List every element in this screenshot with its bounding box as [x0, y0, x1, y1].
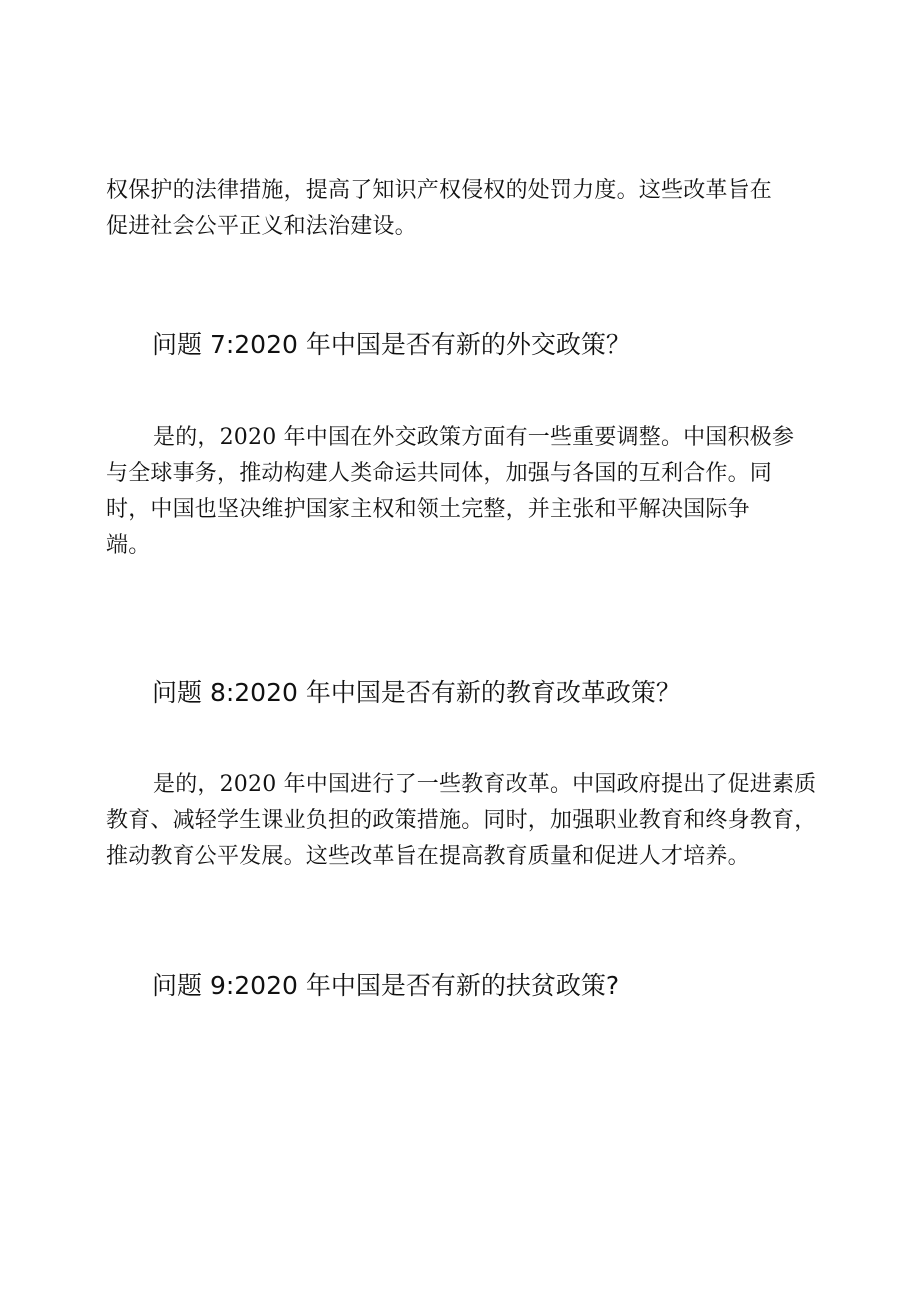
question-8-heading: 问题 8:2020 年中国是否有新的教育改革政策？ — [152, 678, 681, 707]
paragraph-line: 推动教育公平发展。这些改革旨在提高教育质量和促进人才培养。 — [106, 844, 750, 869]
question-7-heading: 问题 7:2020 年中国是否有新的外交政策？ — [152, 330, 631, 359]
paragraph-line: 促进社会公平正义和法治建设。 — [106, 214, 417, 239]
intro-paragraph — [106, 173, 828, 245]
paragraph-line: 与全球事务，推动构建人类命运共同体，加强与各国的互利合作。同 — [106, 461, 773, 486]
question-9-heading: 问题 9:2020 年中国是否有新的扶贫政策? — [152, 971, 620, 1000]
paragraph-line: 教育、减轻学生课业负担的政策措施。同时，加强职业教育和终身教育， — [106, 808, 817, 833]
paragraph-line: 权保护的法律措施，提高了知识产权侵权的处罚力度。这些改革旨在 — [106, 178, 773, 203]
paragraph-line: 端。 — [106, 533, 151, 558]
paragraph-line: 时，中国也坚决维护国家主权和领土完整，并主张和平解决国际争 — [106, 497, 750, 522]
question-8-answer — [106, 767, 828, 875]
paragraph-line: 是的，2020 年中国在外交政策方面有一些重要调整。中国积极参 — [153, 425, 795, 450]
question-7-answer — [106, 420, 828, 564]
paragraph-line: 是的，2020 年中国进行了一些教育改革。中国政府提出了促进素质 — [153, 772, 817, 797]
